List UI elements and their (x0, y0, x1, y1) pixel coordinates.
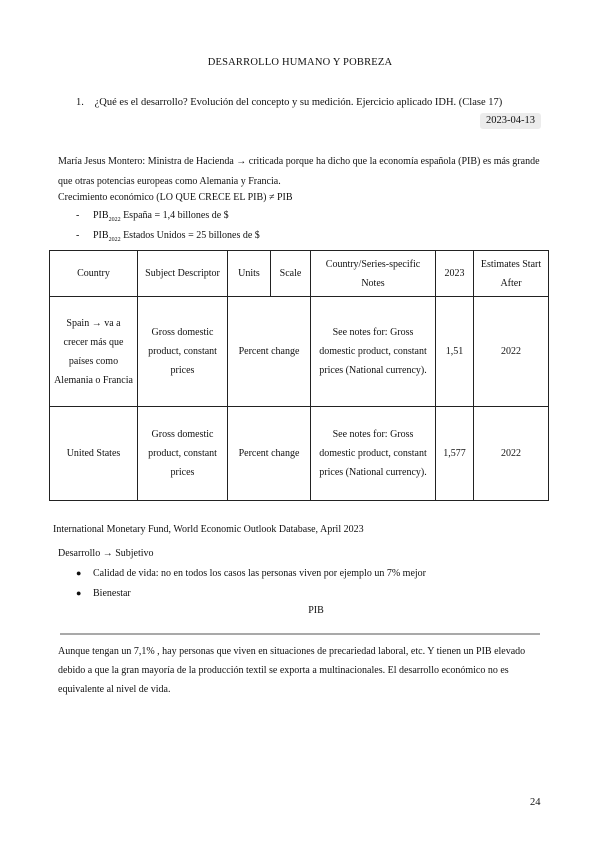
closing-paragraph: Aunque tengan un 7,1% , hay personas que viven en situaciones de precariedad laboral, etc. Y tienen un PIB elevado debido a que la gran mayoría de la producción textil se exporta a multinacionales. El desarrollo económico no es equivalente al nivel de vida. (58, 646, 526, 695)
bullet-icon: ● (76, 588, 82, 598)
table-header-cell: Estimates Start After (474, 251, 549, 297)
table-cell: See notes for: Gross domestic product, constant prices (National currency). (311, 297, 436, 407)
question-number: 1. (76, 97, 84, 108)
year-subscript: 2022 (108, 237, 121, 243)
bullet-icon: ● (76, 568, 82, 578)
pib-label: PIB (93, 210, 109, 221)
table-row (50, 297, 549, 407)
dash-marker: - (76, 230, 80, 241)
page-title: DESARROLLO HUMANO Y POBREZA (207, 57, 393, 68)
table-header-cell: Country/Series-specific Notes (311, 251, 436, 297)
pib-centered-label: PIB (308, 605, 324, 616)
dash-marker: - (76, 210, 80, 221)
table-cell: Gross domestic product, constant prices (138, 297, 228, 407)
question-text: ¿Qué es el desarrollo? Evolución del concepto y su medición. Ejercicio aplicado IDH. (Clase 17) (94, 97, 503, 108)
table-header-cell: 2023 (436, 251, 474, 297)
list-item (76, 588, 131, 599)
table-header-cell: Subject Descriptor (138, 251, 228, 297)
table-cell: Spain → va a crecer más que países como Alemania o Francia (50, 297, 138, 407)
table-cell: Percent change (228, 297, 311, 407)
paragraph-crecimiento: Crecimiento económico (LO QUE CRECE EL PIB) ≠ PIB (58, 192, 293, 203)
table-header-row (50, 251, 549, 297)
list-item (76, 568, 426, 579)
list-item (76, 230, 260, 243)
source-citation: International Monetary Fund, World Economic Outlook Database, April 2023 (53, 524, 364, 535)
year-subscript: 2022 (108, 217, 121, 223)
list-item (76, 210, 229, 223)
table-header-cell: Scale (271, 251, 311, 297)
pib-label: PIB (93, 230, 109, 241)
table-row (50, 407, 549, 501)
table-cell: 2022 (474, 297, 549, 407)
list-item-text: Bienestar (93, 588, 131, 599)
page-number: 24 (530, 797, 541, 808)
horizontal-divider (60, 633, 540, 635)
list-item-text: Calidad de vida: no en todos los casos las personas viven por ejemplo un 7% mejor (93, 568, 426, 579)
pib-spain-value: España = 1,4 billones de $ (120, 210, 229, 221)
table-cell: See notes for: Gross domestic product, constant prices (National currency). (311, 407, 436, 501)
table-header-cell: Units (228, 251, 271, 297)
table-cell: 1,577 (436, 407, 474, 501)
pib-us-value: Estados Unidos = 25 billones de $ (120, 230, 260, 241)
paragraph-montero: María Jesus Montero: Ministra de Hacienda → criticada porque ha dicho que la economía española (PIB) es más grande que otras potencias europeas como Alemania y Francia. (58, 156, 540, 187)
table-cell: 2022 (474, 407, 549, 501)
table-cell: United States (50, 407, 138, 501)
table-cell: 1,51 (436, 297, 474, 407)
date-field[interactable]: 2023-04-13 (480, 113, 541, 129)
table-cell: Gross domestic product, constant prices (138, 407, 228, 501)
question-heading (76, 97, 502, 108)
imf-data-table (49, 250, 549, 501)
table-cell: Percent change (228, 407, 311, 501)
table-header-cell: Country (50, 251, 138, 297)
desarrollo-line: Desarrollo → Subjetivo (58, 548, 154, 559)
